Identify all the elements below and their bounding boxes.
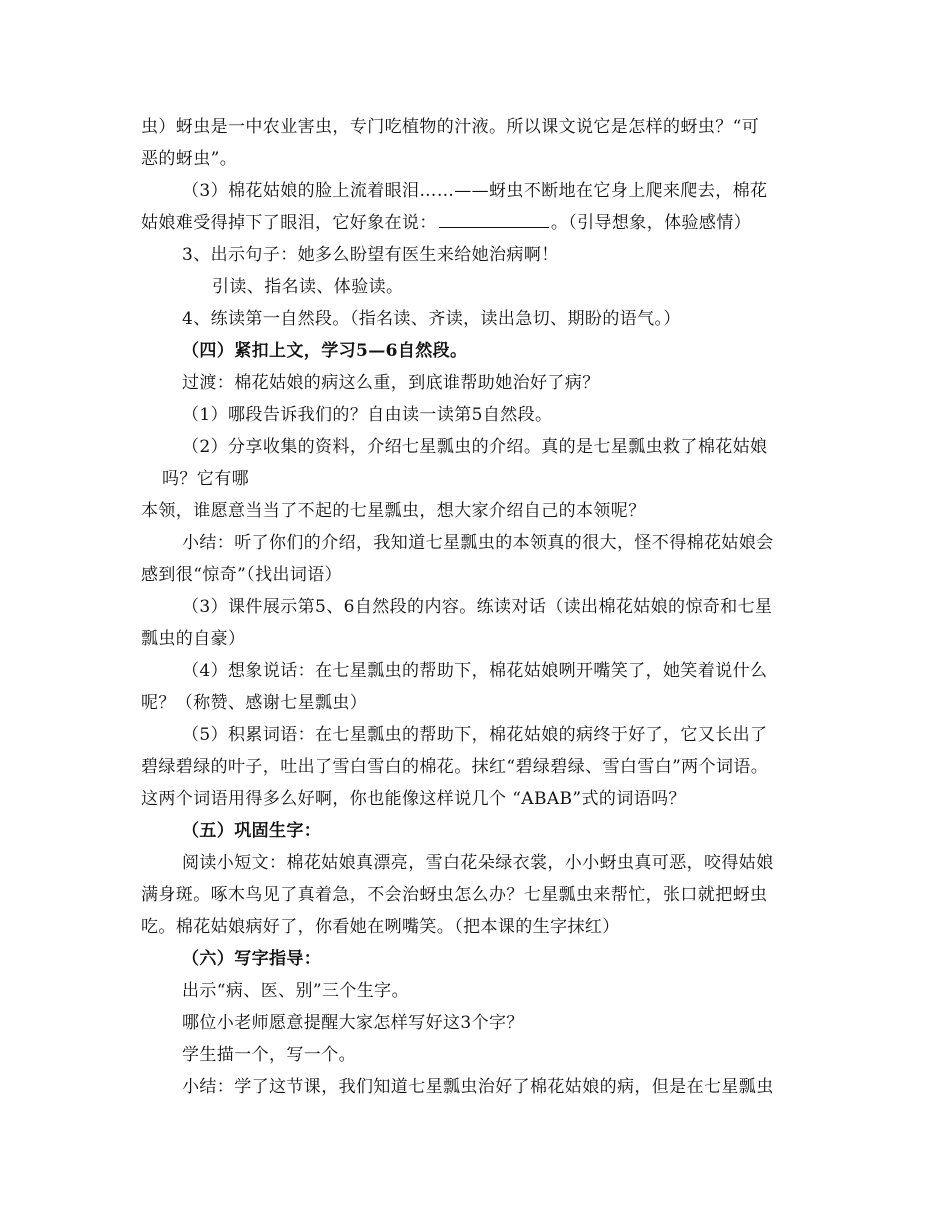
- body-text-line: 吃。棉花姑娘病好了，你看她在咧嘴笑。（把本课的生字抹红）: [141, 917, 620, 937]
- body-text-line: [141, 212, 751, 234]
- body-text-line: 学生描一个，写一个。: [182, 1045, 356, 1065]
- body-text-line: 吗？它有哪: [162, 469, 249, 489]
- body-text-line: 阅读小短文：棉花姑娘真漂亮，雪白花朵绿衣裳，小小蚜虫真可恶，咬得姑娘: [182, 853, 774, 873]
- body-text-line: 本领，谁愿意当当了不起的七星瓢虫，想大家介绍自己的本领呢？: [141, 501, 646, 521]
- fill-in-blank: [439, 212, 549, 228]
- section-heading: （六）写字指导：: [182, 949, 322, 969]
- body-text-line: 虫）蚜虫是一中农业害虫，专门吃植物的汁液。所以课文说它是怎样的蚜虫？“可: [141, 117, 760, 137]
- body-text-line: 小结：学了这节课，我们知道七星瓢虫治好了棉花姑娘的病，但是在七星瓢虫: [182, 1077, 774, 1097]
- body-text-line: 小结：听了你们的介绍，我知道七星瓢虫的本领真的很大，怪不得棉花姑娘会: [182, 533, 774, 553]
- body-text-line: （1）哪段告诉我们的？自由读一读第5自然段。: [182, 405, 553, 425]
- body-text-line: 4、练读第一自然段。（指名读、齐读，读出急切、期盼的语气。）: [182, 309, 681, 329]
- body-text-fragment: 姑娘难受得掉下了眼泪，它好象在说：: [141, 213, 437, 233]
- body-text-line: 3、出示句子：她多么盼望有医生来给她治病啊！: [182, 245, 559, 265]
- body-text-line: 感到很“惊奇”（找出词语）: [141, 565, 343, 585]
- body-text-line: 恶的蚜虫”。: [141, 149, 238, 169]
- body-text-line: 哪位小老师愿意提醒大家怎样写好这3个字？: [182, 1013, 524, 1033]
- body-text-line: 呢？（称赞、感谢七星瓢虫）: [141, 693, 368, 713]
- body-text-line: （3）棉花姑娘的脸上流着眼泪……——蚜虫不断地在它身上爬来爬去，棉花: [182, 181, 768, 201]
- body-text-line: （4）想象说话：在七星瓢虫的帮助下，棉花姑娘咧开嘴笑了，她笑着说什么: [182, 661, 768, 681]
- body-text-line: 引读、指名读、体验读。: [212, 277, 404, 297]
- section-heading: （五）巩固生字：: [182, 821, 322, 841]
- body-text-line: （2）分享收集的资料，介绍七星瓢虫的介绍。真的是七星瓢虫救了棉花姑娘: [182, 437, 768, 457]
- body-text-line: 瓢虫的自豪）: [141, 629, 246, 649]
- body-text-line: 出示“病、医、别”三个生字。: [182, 981, 409, 1001]
- body-text-line: 碧绿碧绿的叶子，吐出了雪白雪白的棉花。抹红“碧绿碧绿、雪白雪白”两个词语。: [141, 757, 769, 777]
- body-text-line: 过渡：棉花姑娘的病这么重，到底谁帮助她治好了病？: [182, 373, 600, 393]
- body-text-fragment: 。（引导想象，体验感情）: [550, 213, 752, 233]
- section-heading: （四）紧扣上文，学习5—6自然段。: [182, 341, 468, 361]
- body-text-line: （3）课件展示第5、6自然段的内容。练读对话（读出棉花姑娘的惊奇和七星: [182, 597, 773, 617]
- body-text-line: （5）积累词语：在七星瓢虫的帮助下，棉花姑娘的病终于好了，它又长出了: [182, 725, 768, 745]
- body-text-line: 满身斑。啄木鸟见了真着急，不会治蚜虫怎么办？七星瓢虫来帮忙，张口就把蚜虫: [141, 885, 768, 905]
- body-text-line: 这两个词语用得多么好啊，你也能像这样说几个 “ABAB”式的词语吗？: [141, 789, 686, 809]
